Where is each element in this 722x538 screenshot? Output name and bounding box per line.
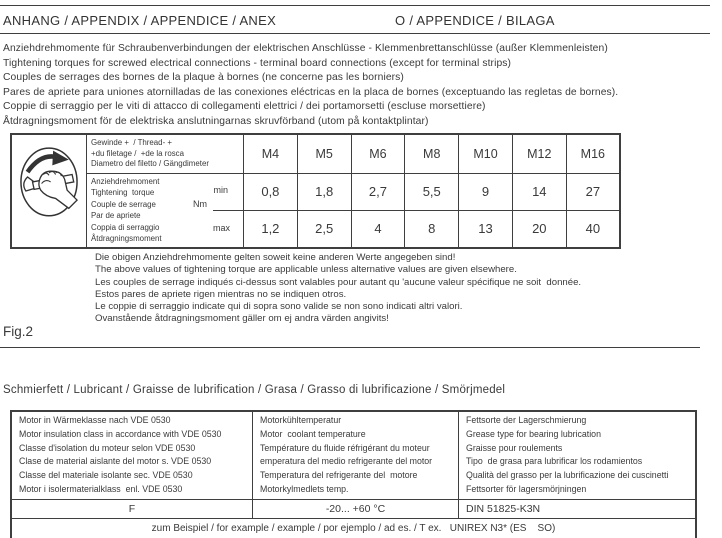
section-divider-rule [0,347,700,348]
note-line: Estos pares de apriete rigen mientras no se indiquen otros. [95,288,347,300]
lubricant-table [10,410,697,538]
column-header-m8: M8 [405,134,459,173]
lubricant-header-line: emperatura del medio refrigerante del motor [260,456,433,467]
note-line: Die obigen Anziehdrehmomente gelten soweit keine anderen Werte angegeben sind! [95,252,456,263]
lubricant-header-line: Temperatura del refrigerante del motore [260,470,418,481]
lubricant-header-line: Motor coolant temperature [260,428,366,439]
thread-header-line: Gewinde + / Thread- + [91,138,172,147]
lubricant-header-line: Motor in Wärmeklasse nach VDE 0530 [19,415,171,425]
lubricant-header-line: Clase de material aislante del motor s. VDE 0530 [19,456,212,467]
insulation-class-value: F [11,499,253,518]
max-value-m4: 1,2 [244,210,298,248]
min-value-m12: 14 [512,173,566,210]
intro-line: Anziehdrehmomente für Schraubenverbindungen der elektrischen Anschlüsse - Klemmenbrettanschlüsse (außer Klemmenleisten) [3,43,608,54]
grease-type-value: DIN 51825-K3N [459,499,697,518]
torque-label-line: Anziehdrehmoment [91,176,160,186]
column-header-m10: M10 [459,134,513,173]
max-row-label: max [212,223,230,234]
title-left: ANHANG / APPENDIX / APPENDICE / ANEX [3,13,277,28]
grease-example-row: zum Beispiel / for example / example / por ejemplo / ad es. / T ex. UNIREX N3* (ES SO) [11,518,696,538]
lubricant-header-line: Motor insulation class in accordance with VDE 0530 [19,428,222,439]
lubricant-header-line: Motorkylmedlets temp. [260,483,349,494]
page-title [3,13,708,28]
unit-dash [213,210,243,211]
column-header-m12: M12 [512,134,566,173]
min-value-m16: 27 [566,173,620,210]
column-header-m5: M5 [297,134,351,173]
top-rule [0,5,710,6]
max-value-m10: 13 [459,210,513,248]
intro-line: Åtdragningsmoment för de elektriska anslutningarnas skruvförband (utom på kontaktplintar) [3,115,429,127]
intro-line: Coppie di serraggio per le viti di attacco di collegamenti elettrici / dei portamorsetti (escluse morsettiere) [3,101,486,113]
lubricant-header-line: Qualità del grasso per la lubrificazione dei cuscinetti [466,470,669,481]
note-line: Les couples de serrage indiqués ci-dessus sont valables pour autant qu 'aucune valeur spécifique ne soit donnée. [95,276,582,288]
lubricant-header-line: Tipo de grasa para lubrificar los rodamientos [466,456,643,467]
note-line: Le coppie di serraggio indicate qui di sopra sono valide se non sono indicati altri valori. [95,301,463,313]
torque-label-line: Tightening torque [91,188,155,198]
hand-wrench-rotation-icon-cell [11,134,87,248]
note-line: The above values of tightening torque are applicable unless alternative values are given elsewhere. [95,264,517,276]
coolant-temperature-value: -20... +60 °C [253,499,459,518]
column-header-m6: M6 [351,134,405,173]
min-value-m5: 1,8 [297,173,351,210]
lubricant-header-line: Grease type for bearing lubrication [466,428,601,439]
hand-wrench-rotation-icon [16,141,82,241]
coolant-temperature-header-cell [253,411,459,499]
figure-label: Fig.2 [3,324,34,339]
intro-line: Pares de apriete para uniones atornilladas de las conexiones eléctricas en la placa de bornes (exceptuando las regletas de bornes). [3,86,619,98]
lubricant-header-line: Graisse pour roulements [466,442,563,453]
min-value-m6: 2,7 [351,173,405,210]
torque-label-line: Couple de serrage [91,199,156,209]
torque-label-line: Coppia di serraggio [91,222,160,232]
max-value-m16: 40 [566,210,620,248]
lubricant-header-line: Motor i isolermaterialklass enl. VDE 0530 [19,483,183,494]
title-underline-rule [0,33,710,34]
min-value-m8: 5,5 [405,173,459,210]
lubricant-header-line: Température du fluide réfrigérant du moteur [260,442,430,453]
insulation-class-header-cell [11,411,253,499]
intro-line: Tightening torques for screwed electrical connections - terminal board connections (except for terminal strips) [3,57,512,69]
column-header-m16: M16 [566,134,620,173]
unit-label: Nm [193,199,207,210]
max-value-m8: 8 [405,210,459,248]
torque-label-cell [87,173,244,248]
torque-label-line: Åtdragningsmoment [91,234,162,244]
lubricant-header-line: Fettsorter för lagersmörjningen [466,483,587,494]
lubricant-section-heading: Schmierfett / Lubricant / Graisse de lubrification / Grasa / Grasso di lubrificazione / Smörjmedel [3,384,506,396]
title-right: O / APPENDICE / BILAGA [395,13,555,28]
lubricant-header-line: Motorkühltemperatur [260,415,342,425]
notes-paragraph [95,252,720,326]
lubricant-header-line: Classe d'isolation du moteur selon VDE 0530 [19,442,196,453]
note-line: Ovanstående åtdragningsmoment gäller om ej andra värden angivits! [95,313,389,325]
thread-header-line: +du filetage / +de la rosca [91,148,184,158]
max-value-m12: 20 [512,210,566,248]
min-value-m10: 9 [459,173,513,210]
grease-type-header-cell [459,411,697,499]
intro-paragraph [3,42,718,130]
thread-size-header-cell [87,134,244,173]
min-value-m4: 0,8 [244,173,298,210]
intro-line: Couples de serrages des bornes de la plaque à bornes (ne concerne pas les borniers) [3,72,404,84]
torque-table [10,133,621,249]
min-row-label: min [213,184,228,195]
max-value-m6: 4 [351,210,405,248]
lubricant-header-line: Classe del materiale isolante sec. VDE 0530 [19,470,193,481]
lubricant-header-line: Fettsorte der Lagerschmierung [466,415,587,425]
thread-header-line: Diametro del filetto / Gängdimeter [91,159,209,169]
torque-label-line: Par de apriete [91,211,141,221]
max-value-m5: 2,5 [297,210,351,248]
column-header-m4: M4 [244,134,298,173]
